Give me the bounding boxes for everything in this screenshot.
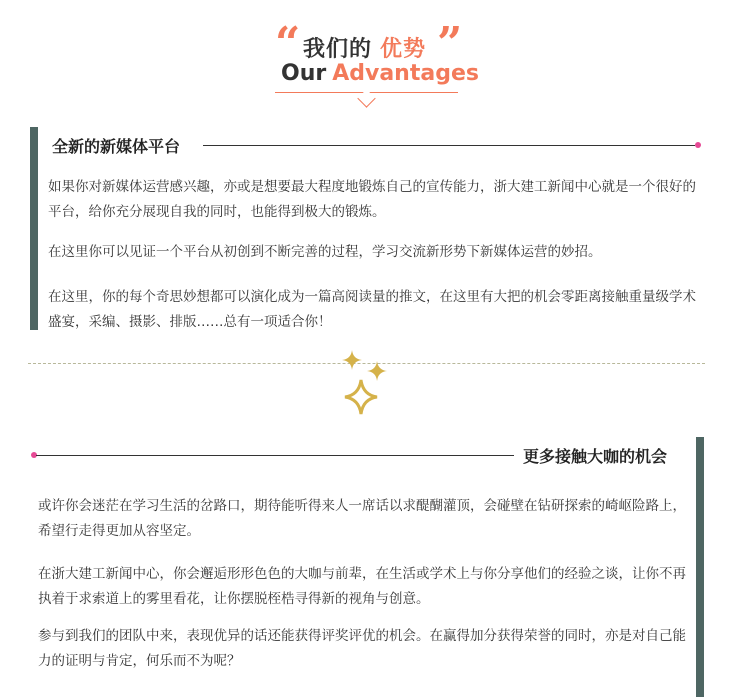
- english-title-prefix: Our: [281, 61, 327, 86]
- section-2-paragraph: 或许你会迷茫在学习生活的岔路口，期待能听得来人一席话以求醍醐灌顶，会碰壁在钻研探索的崎岖险路上，希望行走得更加从容坚定。: [38, 498, 686, 539]
- section-1-paragraph: 在这里，你的每个奇思妙想都可以演化成为一篇高阅读量的推文，在这里有大把的机会零距离接触重量级学术盛宴，采编、摄影、排版……总有一项适合你！: [48, 289, 696, 330]
- section-1-title-line: [203, 145, 695, 146]
- large-sparkle-icon: [344, 379, 378, 415]
- section-1-paragraph: 在这里你可以见证一个平台从初创到不断完善的过程，学习交流新形势下新媒体运营的妙招。: [48, 244, 602, 260]
- open-quote-mark: “: [275, 18, 301, 69]
- section-1-accent-bar: [30, 127, 38, 330]
- english-title-highlight: Advantages: [332, 61, 479, 86]
- section-1-title: 全新的新媒体平台: [52, 137, 181, 156]
- advantages-header: [0, 0, 747, 110]
- small-sparkle-icon: [367, 361, 387, 381]
- section-2-title: 更多接触大咖的机会: [523, 447, 668, 466]
- chinese-title-highlight: 优势: [380, 37, 427, 62]
- chinese-title-prefix: 我们的: [303, 37, 373, 62]
- section-2-title-line: [36, 455, 514, 456]
- section-2-paragraph: 在浙大建工新闻中心，你会邂逅形形色色的大咖与前辈，在生活或学术上与你分享他们的经验之谈，让你不再执着于求索道上的雾里看花，让你摆脱桎梏寻得新的视角与创意。: [38, 566, 686, 607]
- section-1-dot-icon: [695, 142, 701, 148]
- section-2-paragraph: 参与到我们的团队中来，表现优异的话还能获得评奖评优的机会。在赢得加分获得荣誉的同时，亦是对自己能力的证明与肯定，何乐而不为呢？: [38, 628, 686, 669]
- small-sparkle-icon: [342, 350, 362, 370]
- english-title: [281, 61, 479, 86]
- chinese-title: [303, 32, 426, 63]
- section-1-paragraph: 如果你对新媒体运营感兴趣，亦或是想要最大程度地锻炼自己的宣传能力，浙大建工新闻中心就是一个很好的平台，给你充分展现自我的同时，也能得到极大的锻炼。: [48, 179, 696, 220]
- close-quote-mark: ”: [437, 18, 463, 69]
- section-2-accent-bar: [696, 437, 704, 697]
